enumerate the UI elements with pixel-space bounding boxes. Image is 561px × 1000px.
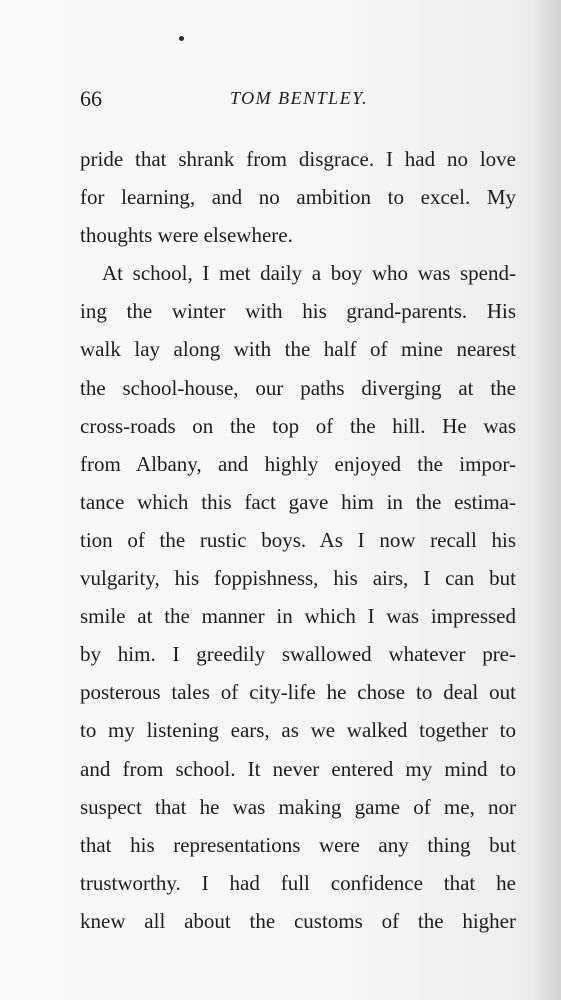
text-line: smile at the manner in which I was impressed (80, 604, 516, 629)
text-line: by him. I greedily swallowed whatever pre- (80, 642, 516, 667)
text-line: walk lay along with the half of mine nearest (80, 337, 516, 362)
text-line: pride that shrank from disgrace. I had no love (80, 147, 516, 171)
text-line: vulgarity, his foppishness, his airs, I can but (80, 566, 516, 591)
text-line: suspect that he was making game of me, nor (80, 794, 516, 819)
text-line: tance which this fact gave him in the estima- (80, 489, 516, 514)
text-line: trustworthy. I had full confidence that he (80, 870, 516, 895)
text-line: for learning, and no ambition to excel. My (80, 185, 516, 210)
text-line: the school-house, our paths diverging at the (80, 375, 516, 400)
text-line: posterous tales of city-life he chose to deal out (80, 680, 516, 705)
running-title: TOM BENTLEY. (230, 88, 369, 108)
page-edge-shadow (533, 0, 561, 1000)
text-line: knew all about the customs of the higher (80, 908, 516, 933)
text-line: to my listening ears, as we walked together to (80, 718, 516, 743)
page-number: 66 (80, 86, 102, 111)
text-line: cross-roads on the top of the hill. He was (80, 413, 516, 438)
text-line: that his representations were any thing but (80, 832, 516, 857)
body-text (80, 140, 516, 940)
text-line: thoughts were elsewhere. (80, 223, 293, 248)
text-line: and from school. It never entered my mind to (80, 756, 516, 781)
text-line: tion of the rustic boys. As I now recall his (80, 527, 516, 552)
text-line: ing the winter with his grand-parents. His (80, 299, 516, 324)
ink-speck (179, 36, 184, 41)
text-line: At school, I met daily a boy who was spend- (102, 261, 516, 286)
page-header (80, 86, 516, 114)
text-line: from Albany, and highly enjoyed the impor- (80, 451, 516, 476)
